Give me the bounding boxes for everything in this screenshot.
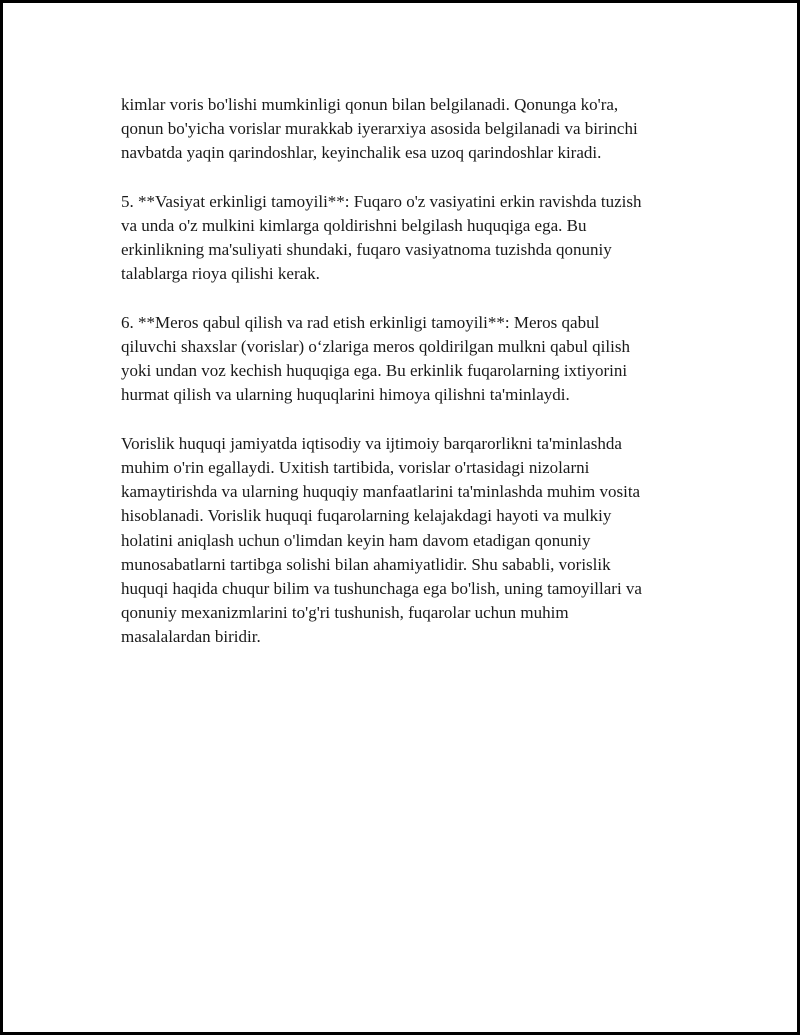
text-line: navbatda yaqin qarindoshlar, keyinchalik esa uzoq qarindoshlar kiradi. <box>121 143 602 163</box>
text-line: erkinlikning ma'suliyati shundaki, fuqaro vasiyatnoma tuzishda qonuniy <box>121 240 612 260</box>
paragraph-inheritance-acceptance <box>121 311 691 408</box>
text-line: hisoblanadi. Vorislik huquqi fuqarolarning kelajakdagi hayoti va mulkiy <box>121 506 612 526</box>
paragraph-testament-freedom <box>121 190 691 287</box>
text-line: talablarga rioya qilishi kerak. <box>121 264 320 284</box>
document-body <box>121 93 691 674</box>
text-line: yoki undan voz kechish huquqiga ega. Bu erkinlik fuqarolarning ixtiyorini <box>121 361 628 381</box>
text-line: Vorislik huquqi jamiyatda iqtisodiy va ijtimoiy barqarorlikni ta'minlashda <box>121 433 622 453</box>
text-line: 5. **Vasiyat erkinligi tamoyili**: Fuqaro o'z vasiyatini erkin ravishda tuzish <box>121 191 642 211</box>
text-line: 6. **Meros qabul qilish va rad etish erkinligi tamoyili**: Meros qabul <box>121 312 600 332</box>
paragraph-heirs-by-law <box>121 93 691 166</box>
paragraph-conclusion <box>121 432 691 650</box>
text-line: holatini aniqlash uchun o'limdan keyin ham davom etadigan qonuniy <box>121 530 591 550</box>
text-line: qiluvchi shaxslar (vorislar) o‘zlariga meros qoldirilgan mulkni qabul qilish <box>121 337 630 356</box>
text-line: masalalardan biridir. <box>121 627 261 647</box>
text-line: qonuniy mexanizmlarini to'g'ri tushunish, fuqarolar uchun muhim <box>121 603 569 623</box>
text-line: va unda o'z mulkini kimlarga qoldirishni belgilash huquqiga ega. Bu <box>121 216 587 235</box>
text-line: kimlar voris bo'lishi mumkinligi qonun bilan belgilanadi. Qonunga ko'ra, <box>121 95 619 114</box>
text-line: huquqi haqida chuqur bilim va tushunchaga ega bo'lish, uning tamoyillari va <box>121 579 642 599</box>
text-line: muhim o'rin egallaydi. Uxitish tartibida, vorislar o'rtasidagi nizolarni <box>121 458 590 477</box>
text-line: hurmat qilish va ularning huquqlarini himoya qilishni ta'minlaydi. <box>121 385 570 405</box>
text-line: qonun bo'yicha vorislar murakkab iyerarxiya asosida belgilanadi va birinchi <box>121 119 638 139</box>
text-line: kamaytirishda va ularning huquqiy manfaatlarini ta'minlashda muhim vosita <box>121 482 641 502</box>
text-line: munosabatlarni tartibga solishi bilan ahamiyatlidir. Shu sababli, vorislik <box>121 554 611 574</box>
